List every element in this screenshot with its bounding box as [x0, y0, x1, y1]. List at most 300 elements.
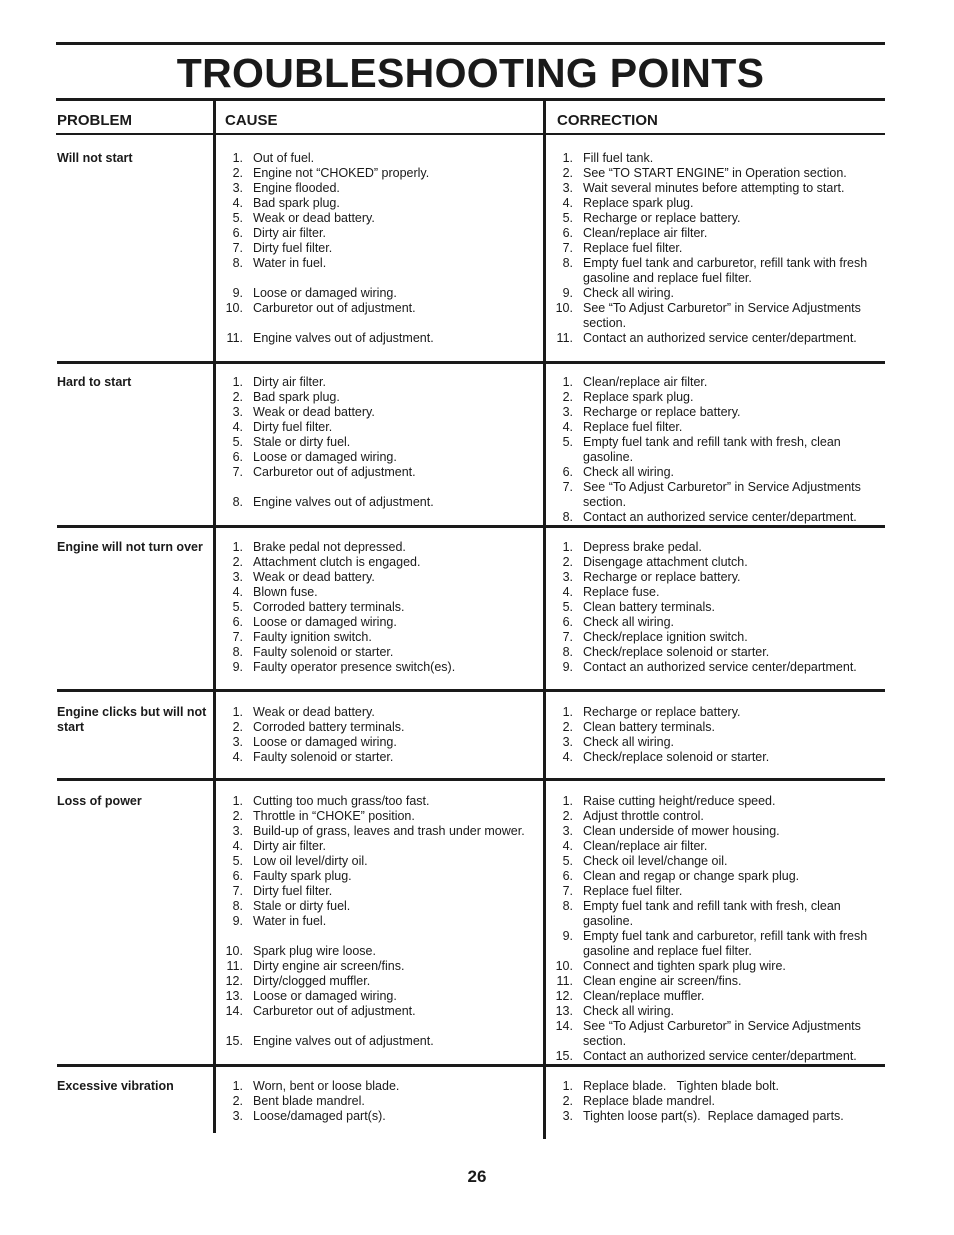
list-item [551, 375, 881, 390]
item-number: 14. [225, 1004, 243, 1018]
item-number: 10. [225, 944, 243, 958]
item-spacer [243, 196, 253, 211]
item-number: 8. [232, 899, 243, 913]
item-text: Carburetor out of adjustment. [253, 465, 416, 479]
section-divider [57, 778, 885, 781]
item-spacer [573, 166, 583, 181]
item-text: Recharge or replace battery. [583, 211, 741, 225]
item-spacer [573, 1109, 583, 1124]
item-number: 14. [555, 1019, 573, 1033]
item-spacer [573, 1004, 583, 1019]
item-number: 15. [555, 1049, 573, 1063]
list-item [221, 196, 539, 211]
item-spacer [573, 241, 583, 256]
item-text: Contact an authorized service center/department. [583, 1049, 857, 1063]
item-text: Check/replace solenoid or starter. [583, 750, 770, 764]
cause-list [221, 540, 539, 675]
item-text: Clean battery terminals. [583, 600, 716, 614]
item-number: 2. [562, 1094, 573, 1108]
item-number: 1. [232, 1079, 243, 1093]
item-text: Empty fuel tank and carburetor, refill tank with fresh gasoline and replace fuel filter. [583, 256, 868, 285]
page-number: 26 [467, 1167, 487, 1186]
list-item [221, 1034, 539, 1049]
item-spacer [243, 495, 253, 510]
list-item [551, 884, 881, 899]
item-number: 10. [555, 301, 573, 315]
item-spacer [243, 151, 253, 166]
item-spacer [243, 600, 253, 615]
item-text: Engine valves out of adjustment. [253, 1034, 434, 1048]
list-item [221, 570, 539, 585]
item-number: 2. [562, 720, 573, 734]
item-spacer [573, 869, 583, 884]
list-item [551, 750, 881, 765]
correction-list [551, 375, 881, 525]
item-text: Empty fuel tank and refill tank with fresh, clean gasoline. [583, 899, 845, 928]
item-number: 1. [562, 705, 573, 719]
item-text: Dirty fuel filter. [253, 420, 333, 434]
item-spacer [573, 809, 583, 824]
item-number: 4. [562, 420, 573, 434]
list-item [551, 854, 881, 869]
item-number: 9. [232, 286, 243, 300]
item-spacer [243, 854, 253, 869]
item-number: 6. [232, 450, 243, 464]
item-number: 8. [562, 256, 573, 270]
column-divider-cause-correction [543, 101, 546, 1139]
item-spacer [573, 899, 583, 929]
item-text: Bad spark plug. [253, 196, 340, 210]
item-text: Water in fuel. [253, 914, 327, 928]
list-item [551, 1079, 881, 1094]
list-item [551, 1019, 881, 1049]
item-spacer [243, 809, 253, 824]
cause-list [221, 705, 539, 765]
item-spacer [573, 854, 583, 869]
item-text: Attachment clutch is engaged. [253, 555, 421, 569]
item-text: Stale or dirty fuel. [253, 435, 351, 449]
list-item [221, 839, 539, 854]
item-text: Engine valves out of adjustment. [253, 495, 434, 509]
item-number: 5. [562, 435, 573, 449]
item-spacer [573, 1079, 583, 1094]
item-text: Replace blade. Tighten blade bolt. [583, 1079, 779, 1093]
item-number: 5. [232, 435, 243, 449]
item-spacer [243, 420, 253, 435]
item-text: Dirty fuel filter. [253, 884, 333, 898]
item-spacer [573, 510, 583, 525]
item-spacer [243, 824, 253, 839]
correction-list [551, 1079, 881, 1124]
item-spacer [243, 405, 253, 420]
item-text: Dirty fuel filter. [253, 241, 333, 255]
item-number: 9. [232, 914, 243, 928]
item-text: Clean underside of mower housing. [583, 824, 780, 838]
item-text: Tighten loose part(s). Replace damaged parts. [583, 1109, 844, 1123]
item-spacer [243, 630, 253, 645]
item-number: 1. [232, 375, 243, 389]
item-spacer [243, 1079, 253, 1094]
item-spacer [573, 196, 583, 211]
item-spacer [573, 929, 583, 959]
item-text: Clean and regap or change spark plug. [583, 869, 800, 883]
list-item [551, 420, 881, 435]
item-number: 8. [562, 510, 573, 524]
list-item [551, 286, 881, 301]
item-number: 9. [562, 660, 573, 674]
item-spacer [243, 211, 253, 226]
item-spacer [243, 375, 253, 390]
item-number: 5. [562, 600, 573, 614]
item-text: Check all wiring. [583, 735, 675, 749]
correction-list [551, 151, 881, 346]
item-number: 11. [556, 331, 573, 345]
list-item [221, 914, 539, 944]
list-item [551, 181, 881, 196]
item-spacer [573, 824, 583, 839]
item-number: 7. [562, 884, 573, 898]
list-item [221, 899, 539, 914]
item-spacer [573, 540, 583, 555]
list-item [551, 555, 881, 570]
item-spacer [243, 540, 253, 555]
list-item [551, 660, 881, 675]
list-item [221, 151, 539, 166]
list-item [221, 794, 539, 809]
item-spacer [573, 480, 583, 510]
item-text: Cutting too much grass/too fast. [253, 794, 430, 808]
item-spacer [243, 705, 253, 720]
item-text: Loose or damaged wiring. [253, 450, 397, 464]
item-spacer [243, 794, 253, 809]
item-spacer [573, 226, 583, 241]
item-text: See “To Adjust Carburetor” in Service Adjustments section. [583, 480, 861, 509]
item-spacer [573, 989, 583, 1004]
item-text: Loose or damaged wiring. [253, 615, 397, 629]
item-text: Build-up of grass, leaves and trash under mower. [253, 824, 525, 838]
item-text: Replace fuel filter. [583, 884, 683, 898]
list-item [221, 331, 539, 346]
list-item [551, 435, 881, 465]
item-number: 2. [562, 809, 573, 823]
item-number: 3. [562, 1109, 573, 1123]
item-text: Replace fuel filter. [583, 420, 683, 434]
list-item [221, 989, 539, 1004]
top-rule [56, 42, 885, 45]
item-text: Replace spark plug. [583, 390, 694, 404]
list-item [221, 256, 539, 286]
item-text: Faulty operator presence switch(es). [253, 660, 456, 674]
item-spacer [243, 944, 253, 959]
list-item [551, 405, 881, 420]
item-number: 7. [232, 241, 243, 255]
item-spacer [243, 1109, 253, 1124]
problem-label: Engine clicks but will not start [57, 705, 207, 734]
item-text: Weak or dead battery. [253, 570, 375, 584]
list-item [221, 974, 539, 989]
list-item [221, 540, 539, 555]
item-text: Spark plug wire loose. [253, 944, 376, 958]
item-number: 1. [232, 151, 243, 165]
item-number: 15. [225, 1034, 243, 1048]
item-number: 5. [232, 211, 243, 225]
item-text: Carburetor out of adjustment. [253, 1004, 416, 1018]
list-item [551, 256, 881, 286]
item-text: Check oil level/change oil. [583, 854, 728, 868]
list-item [551, 465, 881, 480]
list-item [221, 420, 539, 435]
list-item [551, 1109, 881, 1124]
list-item [221, 181, 539, 196]
item-spacer [243, 645, 253, 660]
list-item [221, 450, 539, 465]
list-item [221, 720, 539, 735]
item-spacer [243, 959, 253, 974]
item-text: Connect and tighten spark plug wire. [583, 959, 786, 973]
item-text: Clean engine air screen/fins. [583, 974, 742, 988]
item-text: Loose or damaged wiring. [253, 989, 397, 1003]
item-number: 8. [562, 645, 573, 659]
list-item [221, 495, 539, 510]
item-spacer [573, 884, 583, 899]
item-number: 2. [232, 1094, 243, 1108]
list-item [221, 750, 539, 765]
list-item [551, 1049, 881, 1064]
item-spacer [243, 750, 253, 765]
item-number: 7. [562, 630, 573, 644]
item-number: 9. [562, 929, 573, 943]
section-divider [57, 1064, 885, 1067]
item-text: Clean/replace air filter. [583, 839, 708, 853]
item-text: Depress brake pedal. [583, 540, 702, 554]
item-text: Dirty/clogged muffler. [253, 974, 371, 988]
item-text: Engine valves out of adjustment. [253, 331, 434, 345]
item-spacer [573, 405, 583, 420]
item-number: 1. [562, 375, 573, 389]
problem-label: Loss of power [57, 794, 142, 808]
item-spacer [243, 181, 253, 196]
item-spacer [573, 974, 583, 989]
item-spacer [243, 869, 253, 884]
item-spacer [573, 570, 583, 585]
item-number: 2. [562, 555, 573, 569]
cause-list [221, 1079, 539, 1124]
item-text: Weak or dead battery. [253, 211, 375, 225]
list-item [551, 1004, 881, 1019]
item-spacer [573, 1094, 583, 1109]
item-number: 9. [562, 286, 573, 300]
list-item [551, 331, 881, 346]
problem-label: Will not start [57, 151, 133, 165]
list-item [221, 375, 539, 390]
list-item [221, 1004, 539, 1034]
item-spacer [573, 211, 583, 226]
item-number: 2. [232, 166, 243, 180]
item-number: 4. [232, 839, 243, 853]
item-number: 4. [562, 750, 573, 764]
item-spacer [243, 331, 253, 346]
list-item [551, 720, 881, 735]
list-item [221, 585, 539, 600]
list-item [551, 794, 881, 809]
item-text: Blown fuse. [253, 585, 318, 599]
item-text: Disengage attachment clutch. [583, 555, 748, 569]
item-number: 10. [225, 301, 243, 315]
item-text: Replace blade mandrel. [583, 1094, 716, 1108]
item-spacer [573, 256, 583, 286]
item-number: 7. [232, 884, 243, 898]
section-divider [57, 689, 885, 692]
list-item [551, 600, 881, 615]
list-item [221, 1094, 539, 1109]
header-correction: CORRECTION [557, 112, 658, 129]
item-spacer [573, 1049, 583, 1064]
item-spacer [573, 331, 583, 346]
list-item [551, 615, 881, 630]
item-text: Dirty air filter. [253, 375, 326, 389]
list-item [221, 854, 539, 869]
item-number: 8. [232, 645, 243, 659]
item-number: 1. [562, 794, 573, 808]
list-item [221, 390, 539, 405]
section-divider [57, 525, 885, 528]
item-spacer [243, 435, 253, 450]
item-number: 6. [232, 869, 243, 883]
item-number: 7. [562, 241, 573, 255]
item-spacer [573, 181, 583, 196]
item-number: 3. [232, 1109, 243, 1123]
item-number: 3. [562, 181, 573, 195]
list-item [221, 824, 539, 839]
item-spacer [573, 585, 583, 600]
item-spacer [573, 720, 583, 735]
section-divider [57, 361, 885, 364]
item-number: 3. [562, 405, 573, 419]
item-text: Brake pedal not depressed. [253, 540, 406, 554]
item-number: 4. [562, 839, 573, 853]
item-text: Weak or dead battery. [253, 405, 375, 419]
item-number: 6. [562, 465, 573, 479]
item-number: 3. [232, 570, 243, 584]
item-number: 2. [232, 809, 243, 823]
list-item [221, 435, 539, 450]
item-number: 4. [562, 196, 573, 210]
item-text: Check all wiring. [583, 615, 675, 629]
list-item [551, 974, 881, 989]
item-number: 10. [555, 959, 573, 973]
item-number: 4. [232, 196, 243, 210]
item-spacer [573, 375, 583, 390]
item-spacer [573, 750, 583, 765]
item-text: Loose or damaged wiring. [253, 735, 397, 749]
list-item [551, 585, 881, 600]
item-text: Contact an authorized service center/department. [583, 510, 857, 524]
item-text: Empty fuel tank and refill tank with fresh, clean gasoline. [583, 435, 845, 464]
item-spacer [573, 390, 583, 405]
item-spacer [243, 166, 253, 181]
item-text: Stale or dirty fuel. [253, 899, 351, 913]
item-text: Replace spark plug. [583, 196, 694, 210]
item-spacer [243, 585, 253, 600]
item-text: Water in fuel. [253, 256, 327, 270]
item-text: Corroded battery terminals. [253, 720, 405, 734]
list-item [221, 555, 539, 570]
item-spacer [243, 660, 253, 675]
item-spacer [243, 720, 253, 735]
item-spacer [573, 301, 583, 331]
item-spacer [243, 570, 253, 585]
list-item [551, 480, 881, 510]
list-item [551, 196, 881, 211]
item-number: 1. [562, 540, 573, 554]
item-text: Recharge or replace battery. [583, 405, 741, 419]
list-item [551, 166, 881, 181]
correction-list [551, 794, 881, 1064]
item-text: Clean/replace air filter. [583, 226, 708, 240]
item-text: Clean battery terminals. [583, 720, 716, 734]
list-item [221, 705, 539, 720]
item-spacer [573, 435, 583, 465]
item-text: Engine flooded. [253, 181, 340, 195]
item-number: 4. [232, 585, 243, 599]
item-text: Throttle in “CHOKE” position. [253, 809, 415, 823]
list-item [221, 166, 539, 181]
item-spacer [243, 390, 253, 405]
item-spacer [243, 286, 253, 301]
item-number: 2. [562, 390, 573, 404]
item-spacer [243, 555, 253, 570]
item-spacer [243, 256, 253, 286]
item-number: 1. [232, 794, 243, 808]
list-item [221, 405, 539, 420]
item-spacer [573, 630, 583, 645]
item-text: Bad spark plug. [253, 390, 340, 404]
item-number: 6. [562, 869, 573, 883]
list-item [221, 809, 539, 824]
item-text: Check all wiring. [583, 286, 675, 300]
list-item [551, 570, 881, 585]
item-spacer [243, 839, 253, 854]
item-spacer [573, 705, 583, 720]
item-number: 13. [555, 1004, 573, 1018]
item-number: 1. [232, 705, 243, 719]
item-text: Raise cutting height/reduce speed. [583, 794, 776, 808]
list-item [551, 735, 881, 750]
item-number: 12. [555, 989, 573, 1003]
list-item [221, 226, 539, 241]
item-number: 3. [562, 570, 573, 584]
correction-list [551, 705, 881, 765]
item-text: Dirty air filter. [253, 226, 326, 240]
item-spacer [243, 735, 253, 750]
item-spacer [243, 226, 253, 241]
item-spacer [573, 660, 583, 675]
header-rule [56, 133, 885, 135]
item-spacer [243, 884, 253, 899]
item-number: 12. [225, 974, 243, 988]
item-text: Weak or dead battery. [253, 705, 375, 719]
item-number: 11. [226, 331, 243, 345]
list-item [221, 1079, 539, 1094]
list-item [551, 226, 881, 241]
item-spacer [573, 959, 583, 974]
list-item [551, 630, 881, 645]
list-item [221, 241, 539, 256]
item-number: 2. [232, 555, 243, 569]
list-item [221, 869, 539, 884]
item-number: 5. [562, 211, 573, 225]
item-number: 7. [232, 465, 243, 479]
